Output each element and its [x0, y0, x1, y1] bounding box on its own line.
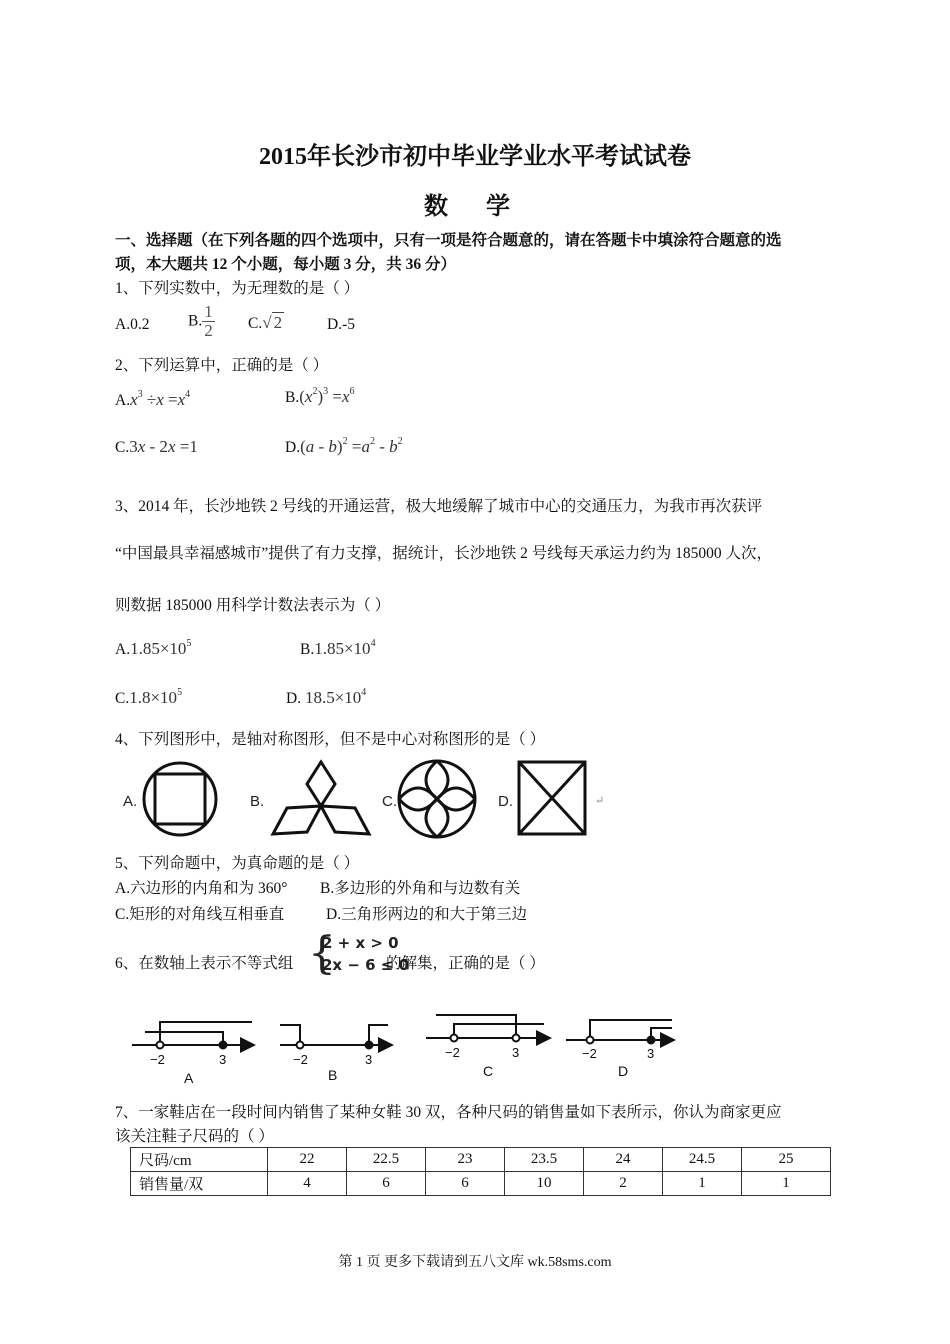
q6-number-lines	[120, 1010, 690, 1090]
table-cell: 4	[268, 1172, 347, 1196]
table-cell: 23.5	[505, 1148, 584, 1172]
table-cell: 1	[742, 1172, 831, 1196]
table-cell: 23	[426, 1148, 505, 1172]
figure-c-circle-petals	[399, 761, 475, 837]
tick-label-a-right: 3	[219, 1052, 227, 1067]
subject-title: 数 学	[424, 194, 526, 220]
number-line-label-c: C	[483, 1063, 494, 1079]
table-cell: 24.5	[663, 1148, 742, 1172]
q1-option-c: C.√ 2	[248, 313, 283, 332]
row-header-size: 尺码/cm	[131, 1148, 268, 1172]
q6-stem-after: 的解集，正确的是（ ）	[386, 955, 545, 972]
return-mark-icon: ↵	[595, 795, 605, 807]
inequality-1: 2 + x > 0	[322, 934, 399, 952]
fraction-one-half: $\frac{1}{2}$	[204, 302, 213, 340]
q3-option-b: $B.1.85\times 10^4$	[300, 638, 376, 658]
tick-label-c-left: −2	[445, 1045, 460, 1060]
inequality-2: 2x − 6 ≤ 0	[322, 956, 410, 974]
section-heading-line2: 项，本大题共 12 个小题，每小题 3 分，共 36 分）	[115, 256, 457, 273]
table-cell: 22.5	[347, 1148, 426, 1172]
q2-option-a: $A.x^3 \div x =x^4$	[115, 389, 191, 409]
tick-label-b-left: −2	[293, 1052, 308, 1067]
figure-b-three-rhombi	[273, 762, 369, 834]
table-cell: 24	[584, 1148, 663, 1172]
number-line-label-d: D	[618, 1063, 629, 1079]
q4-label-d: D.	[498, 793, 513, 810]
q3-option-c: $C.1.8\times 10^5$	[115, 687, 183, 707]
q5-option-a: A.六边形的内角和为 360°	[115, 880, 288, 897]
q3-line1: 3、2014 年，长沙地铁 2 号线的开通运营，极大地缓解了城市中心的交通压力，为我市再次获评	[115, 498, 763, 515]
q5-stem: 5、下列命题中，为真命题的是（ ）	[115, 855, 360, 872]
table-cell: 10	[505, 1172, 584, 1196]
shoe-size-table	[130, 1147, 831, 1196]
q4-label-b: B.	[250, 793, 265, 810]
q3-option-a: $A.1.85\times 10^5$	[115, 638, 192, 658]
q2-option-d: $D.(a - b)^2 =a^2 - b^2$	[285, 436, 403, 456]
tick-label-b-right: 3	[365, 1052, 373, 1067]
tick-label-d-left: −2	[582, 1046, 597, 1061]
table-cell: 2	[584, 1172, 663, 1196]
q4-label-c: C.	[382, 793, 397, 810]
table-row-sizes	[131, 1148, 831, 1172]
table-cell: 1	[663, 1172, 742, 1196]
q1-option-b: B. $\frac{1}{2}$	[188, 302, 213, 340]
number-line-c	[426, 1015, 548, 1042]
table-cell: 6	[426, 1172, 505, 1196]
q7-line1: 7、一家鞋店在一段时间内销售了某种女鞋 30 双，各种尺码的销售量如下表所示，你认为商家更应	[115, 1104, 782, 1121]
number-line-b	[280, 1025, 390, 1049]
q3-line2: “中国最具幸福感城市”提供了有力支撑，据统计，长沙地铁 2 号线每天承运力约为 185000 人次，	[115, 545, 773, 562]
table-row-sales	[131, 1172, 831, 1196]
figure-a-circle-square	[144, 763, 216, 835]
table-cell: 22	[268, 1148, 347, 1172]
sqrt-symbol: √ 2	[262, 313, 283, 332]
number-line-a	[132, 1022, 252, 1049]
q2-option-b: $B.(x^2)^3 =x^6$	[285, 386, 355, 406]
tick-label-d-right: 3	[647, 1046, 655, 1061]
q5-option-c: C.矩形的对角线互相垂直	[115, 906, 285, 923]
q1-option-a: A.0.2	[115, 316, 150, 333]
tick-label-c-right: 3	[512, 1045, 520, 1060]
figure-d-square-diagonals	[519, 762, 585, 834]
q5-option-b: B.多边形的外角和与边数有关	[320, 880, 521, 897]
q4-stem: 4、下列图形中，是轴对称图形，但不是中心对称图形的是（ ）	[115, 731, 546, 748]
page-footer: 第 1 页 更多下载请到五八文库 wk.58sms.com	[338, 1255, 612, 1270]
section-heading-line1: 一、选择题（在下列各题的四个选项中，只有一项是符合题意的，请在答题卡中填涂符合题意的选	[115, 232, 782, 249]
q1-stem: 1、下列实数中，为无理数的是（ ）	[115, 280, 360, 297]
number-line-label-a: A	[184, 1070, 194, 1086]
q7-line2: 该关注鞋子尺码的（ ）	[115, 1128, 274, 1145]
number-line-d	[566, 1020, 672, 1044]
q5-option-d: D.三角形两边的和大于第三边	[326, 906, 528, 923]
q4-figures	[115, 758, 615, 840]
q2-stem: 2、下列运算中，正确的是（ ）	[115, 357, 329, 374]
number-line-label-b: B	[328, 1067, 338, 1083]
q2-option-c: C.3x - 2x =1	[115, 437, 198, 456]
table-cell: 25	[742, 1148, 831, 1172]
q4-label-a: A.	[123, 793, 138, 810]
q3-option-d: D. $18.5\times 10^4$	[286, 687, 367, 707]
brace-icon: {	[308, 928, 336, 979]
table-cell: 6	[347, 1172, 426, 1196]
tick-label-a-left: −2	[150, 1052, 165, 1067]
exam-title: 2015年长沙市初中毕业学业水平考试试卷	[259, 144, 691, 170]
q1-option-d: D.-5	[327, 316, 355, 333]
q3-line3: 则数据 185000 用科学计数法表示为（ ）	[115, 597, 391, 614]
q6-stem-before: 6、在数轴上表示不等式组	[115, 955, 294, 972]
row-header-sales: 销售量/双	[131, 1172, 268, 1196]
